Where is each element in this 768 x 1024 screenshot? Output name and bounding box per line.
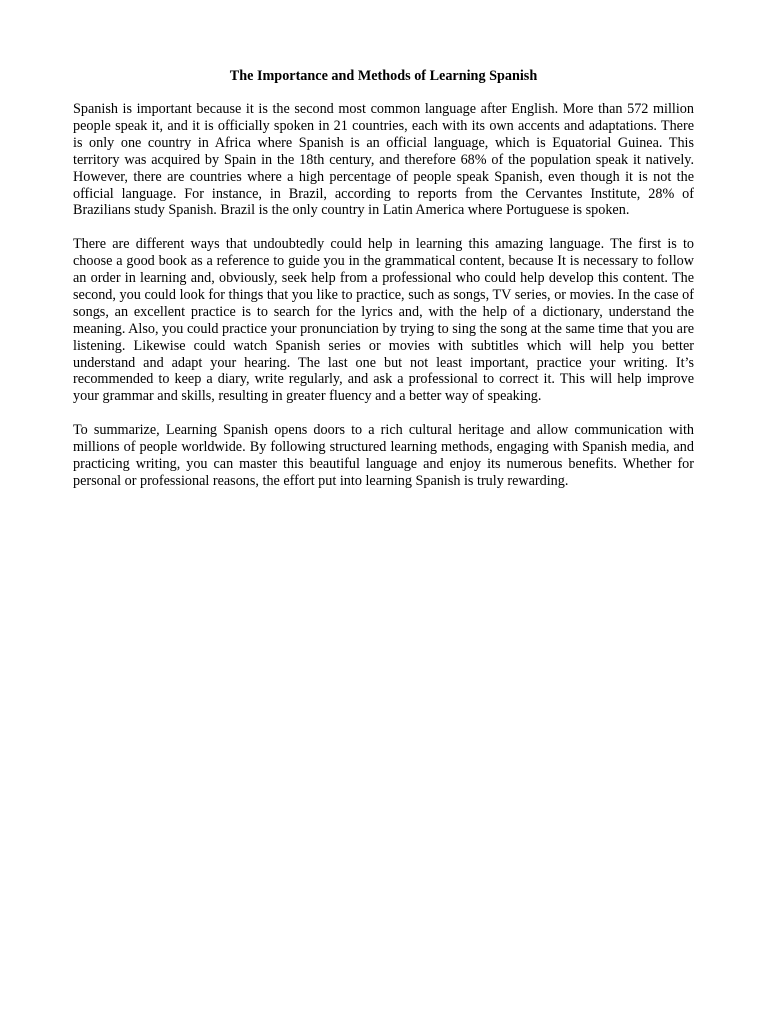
- paragraph-methods: There are different ways that undoubtedly could help in learning this amazing language. The first is to choose a good book as a reference to guide you in the grammatical content, because It is necessary to follow an order in learning and, obviously, seek help from a professional who could help develop this content. The second, you could look for things that you like to practice, such as songs, TV series, or movies. In the case of songs, an excellent practice is to search for the lyrics and, with the help of a dictionary, understand the meaning. Also, you could practice your pronunciation by trying to sing the song at the same time that you are listening. Likewise could watch Spanish series or movies with subtitles which will help you better understand and adapt your hearing. The last one but not least important, practice your writing. It’s recommended to keep a diary, write regularly, and ask a professional to correct it. This will help improve your grammar and skills, resulting in greater fluency and a better way of speaking.: [73, 236, 694, 405]
- paragraph-summary: To summarize, Learning Spanish opens doors to a rich cultural heritage and allow communication with millions of people worldwide. By following structured learning methods, engaging with Spanish media, and practicing writing, you can master this beautiful language and enjoy its numerous benefits. Whether for personal or professional reasons, the effort put into learning Spanish is truly rewarding.: [73, 422, 694, 489]
- document-page: [73, 68, 694, 507]
- paragraph-importance: Spanish is important because it is the second most common language after English. More than 572 million people speak it, and it is officially spoken in 21 countries, each with its own accents and adaptations. There is only one country in Africa where Spanish is an official language, which is Equatorial Guinea. This territory was acquired by Spain in the 18th century, and therefore 68% of the population speak it natively. However, there are countries where a high percentage of people speak Spanish, even though it is not the official language. For instance, in Brazil, according to reports from the Cervantes Institute, 28% of Brazilians study Spanish. Brazil is the only country in Latin America where Portuguese is spoken.: [73, 101, 694, 219]
- document-title: The Importance and Methods of Learning Spanish: [229, 68, 538, 84]
